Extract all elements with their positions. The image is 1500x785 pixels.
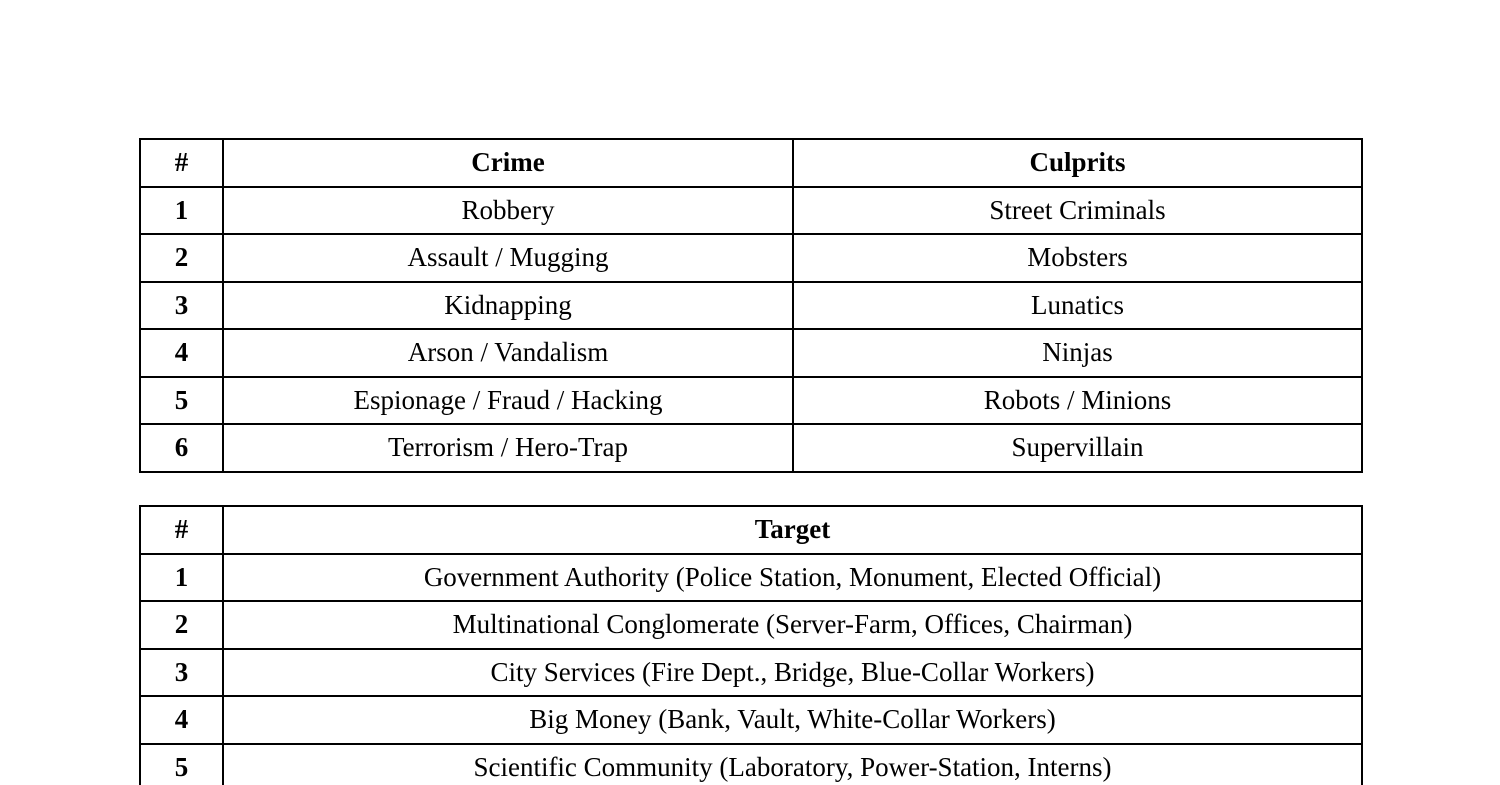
crime-culprits-table <box>139 138 1363 473</box>
target-cell: Scientific Community (Laboratory, Power-Station, Interns) <box>223 744 1362 785</box>
crime-cell: Robbery <box>223 187 793 235</box>
table-row <box>140 649 1362 697</box>
target-cell: Big Money (Bank, Vault, White-Collar Workers) <box>223 696 1362 744</box>
crime-cell: Espionage / Fraud / Hacking <box>223 377 793 425</box>
culprits-cell: Mobsters <box>793 234 1362 282</box>
row-number: 3 <box>140 649 223 697</box>
row-number: 2 <box>140 234 223 282</box>
table-row <box>140 696 1362 744</box>
crime-cell: Kidnapping <box>223 282 793 330</box>
table-row <box>140 554 1362 602</box>
culprits-cell: Supervillain <box>793 424 1362 472</box>
column-header-crime: Crime <box>223 139 793 187</box>
row-number: 3 <box>140 282 223 330</box>
culprits-cell: Robots / Minions <box>793 377 1362 425</box>
table-row <box>140 187 1362 235</box>
culprits-cell: Lunatics <box>793 282 1362 330</box>
column-header-target: Target <box>223 506 1362 554</box>
table-row <box>140 601 1362 649</box>
column-header-number: # <box>140 139 223 187</box>
column-header-culprits: Culprits <box>793 139 1362 187</box>
target-cell: City Services (Fire Dept., Bridge, Blue-Collar Workers) <box>223 649 1362 697</box>
culprits-cell: Street Criminals <box>793 187 1362 235</box>
column-header-number: # <box>140 506 223 554</box>
crime-cell: Assault / Mugging <box>223 234 793 282</box>
crime-cell: Arson / Vandalism <box>223 329 793 377</box>
table-header-row <box>140 506 1362 554</box>
target-cell: Multinational Conglomerate (Server-Farm, Offices, Chairman) <box>223 601 1362 649</box>
row-number: 1 <box>140 554 223 602</box>
crime-cell: Terrorism / Hero-Trap <box>223 424 793 472</box>
row-number: 6 <box>140 424 223 472</box>
row-number: 4 <box>140 696 223 744</box>
table-row <box>140 282 1362 330</box>
table-row <box>140 424 1362 472</box>
table-row <box>140 377 1362 425</box>
table-row <box>140 329 1362 377</box>
row-number: 4 <box>140 329 223 377</box>
row-number: 2 <box>140 601 223 649</box>
row-number: 5 <box>140 377 223 425</box>
table-row <box>140 744 1362 785</box>
target-cell: Government Authority (Police Station, Monument, Elected Official) <box>223 554 1362 602</box>
table-header-row <box>140 139 1362 187</box>
row-number: 5 <box>140 744 223 785</box>
target-table <box>139 505 1363 785</box>
row-number: 1 <box>140 187 223 235</box>
culprits-cell: Ninjas <box>793 329 1362 377</box>
table-row <box>140 234 1362 282</box>
